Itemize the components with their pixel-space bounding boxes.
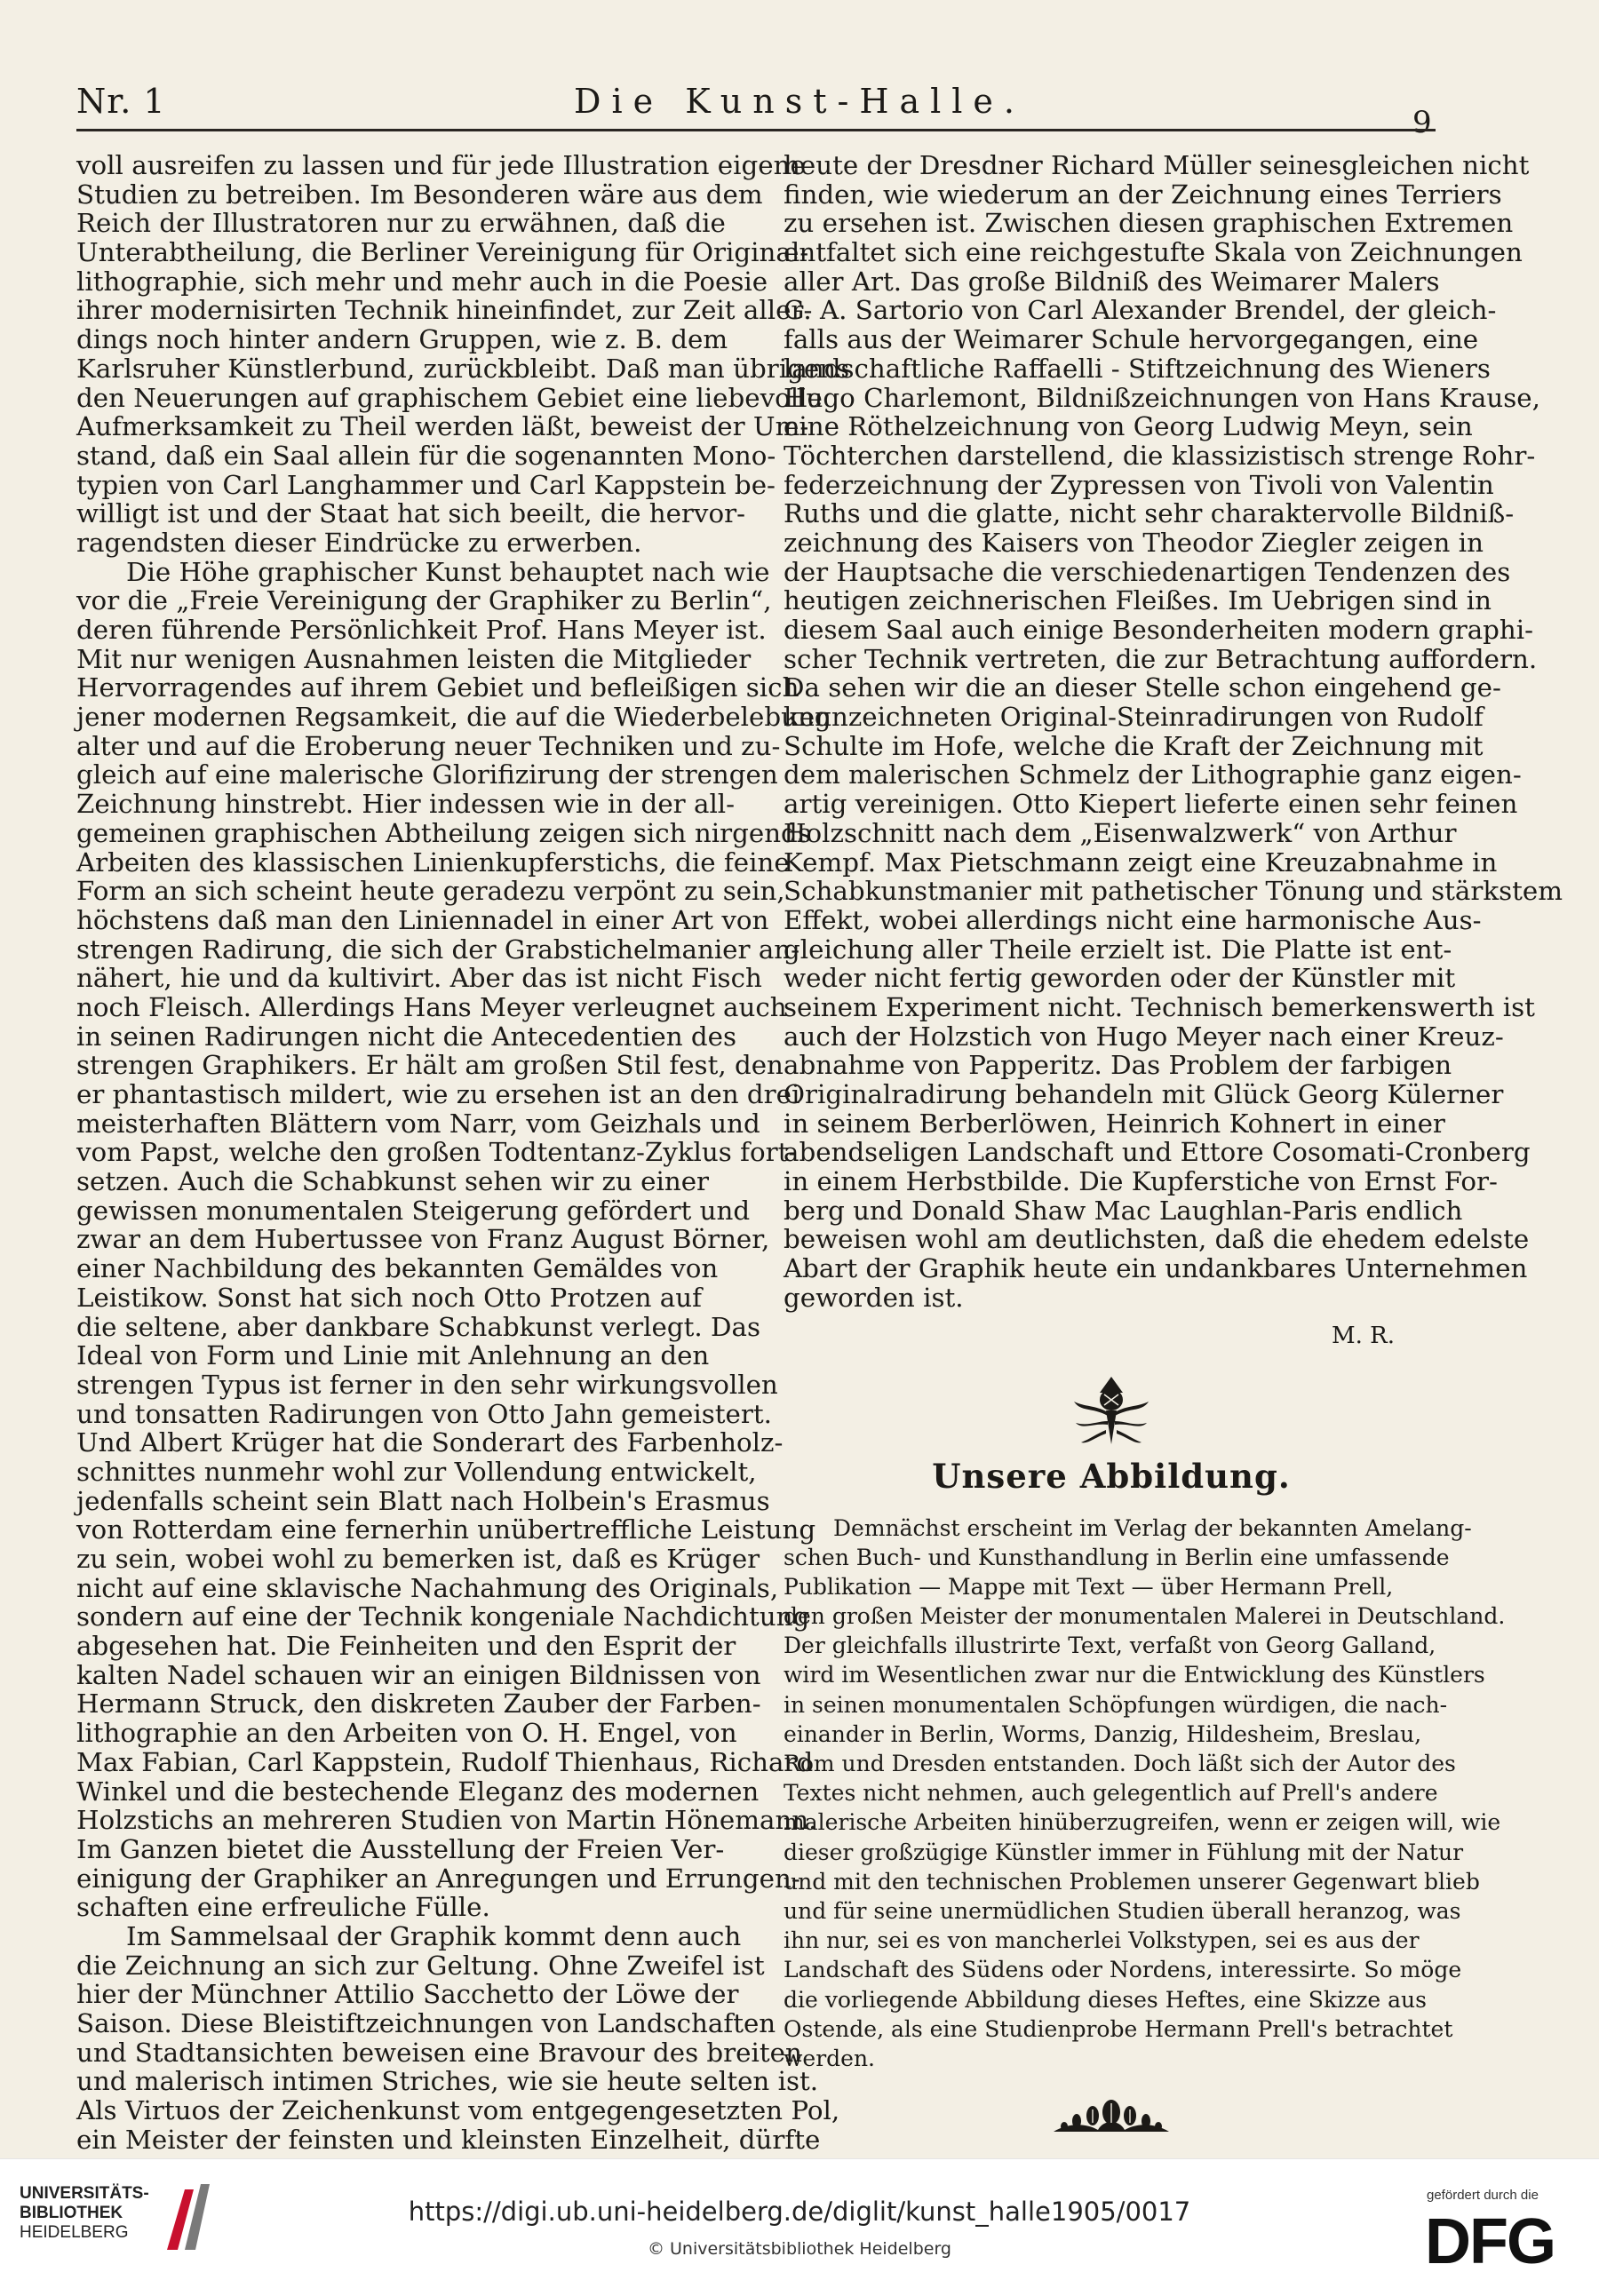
text-line: auch der Holzstich von Hugo Meyer nach einer Kreuz-	[784, 1021, 1504, 1052]
text-line: zeichnung des Kaisers von Theodor Ziegler zeigen in	[784, 527, 1484, 558]
text-line: Leistikow. Sonst hat sich noch Otto Protzen auf	[76, 1282, 702, 1313]
text-line: in seinen monumentalen Schöpfungen würdigen, die nach-	[784, 1691, 1448, 1718]
text-line: Im Ganzen bietet die Ausstellung der Freien Ver-	[76, 1833, 725, 1864]
text-line: Form an sich scheint heute geradezu verpönt zu sein,	[76, 876, 785, 907]
text-line: kalten Nadel schauen wir an einigen Bildnissen von	[76, 1659, 761, 1690]
text-line: hier der Münchner Attilio Sacchetto der Löwe der	[76, 1979, 739, 2010]
text-line: wird im Wesentlichen zwar nur die Entwicklung des Künstlers	[784, 1662, 1485, 1688]
text-line: Aufmerksamkeit zu Theil werden läßt, beweist der Um-	[76, 411, 809, 442]
text-line: in einem Herbstbilde. Die Kupferstiche von Ernst For-	[784, 1166, 1498, 1197]
text-line: strengen Typus ist ferner in den sehr wirkungsvollen	[76, 1369, 778, 1400]
text-line: dem malerischen Schmelz der Lithographie ganz eigen-	[784, 759, 1522, 790]
text-line: Reich der Illustratoren nur zu erwähnen, daß die	[76, 208, 726, 239]
text-line: Holzstichs an mehreren Studien von Martin Hönemann.	[76, 1805, 817, 1836]
text-line: abgesehen hat. Die Feinheiten und den Esprit der	[76, 1631, 736, 1662]
page-number: 9	[1412, 105, 1432, 140]
text-line: schaften eine erfreuliche Fülle.	[76, 1892, 490, 1923]
text-line: Hugo Charlemont, Bildnißzeichnungen von Hans Krause,	[784, 382, 1540, 413]
text-line: die Zeichnung an sich zur Geltung. Ohne Zweifel ist	[76, 1950, 765, 1981]
text-line: dieser großzügige Künstler immer in Fühlung mit der Natur	[784, 1839, 1464, 1865]
text-line: Abart der Graphik heute ein undankbares Unternehmen	[784, 1253, 1528, 1284]
text-line: abnahme von Papperitz. Das Problem der farbigen	[784, 1050, 1452, 1081]
text-line: schnittes nunmehr wohl zur Vollendung entwickelt,	[76, 1456, 757, 1487]
text-line: Hervorragendes auf ihrem Gebiet und befleißigen sich	[76, 672, 800, 703]
text-line: strengen Graphikers. Er hält am großen Stil fest, den	[76, 1050, 784, 1081]
text-line: nicht auf eine sklavische Nachahmung des Originals,	[76, 1572, 779, 1603]
dfg-logo[interactable]: DFG	[1425, 2206, 1555, 2277]
text-line: seinem Experiment nicht. Technisch bemerkenswerth ist	[784, 991, 1535, 1022]
text-line: Schulte im Hofe, welche die Kraft der Zeichnung mit	[784, 730, 1484, 761]
text-line: Als Virtuos der Zeichenkunst vom entgegengesetzten Pol,	[76, 2095, 840, 2126]
text-line: zwar an dem Hubertussee von Franz August Börner,	[76, 1224, 770, 1255]
running-title: Die Kunst-Halle.	[574, 82, 1025, 121]
text-line: Originalradirung behandeln mit Glück Georg Külerner	[784, 1079, 1504, 1109]
section-heading: Unsere Abbildung.	[932, 1456, 1291, 1496]
text-line: ihn nur, sei es von mancherlei Volkstypen, sei es aus der	[784, 1927, 1420, 1954]
paragraph	[76, 556, 831, 1923]
text-line: Schabkunstmanier mit pathetischer Tönung und stärkstem	[784, 876, 1563, 907]
text-line: Effekt, wobei allerdings nicht eine harmonische Aus-	[784, 904, 1482, 935]
text-line: Der gleichfalls illustrirte Text, verfaßt von Georg Galland,	[784, 1633, 1436, 1659]
text-line: G. A. Sartorio von Carl Alexander Brendel, der gleich-	[784, 295, 1497, 326]
text-line: falls aus der Weimarer Schule hervorgegangen, eine	[784, 324, 1479, 355]
text-line: noch Fleisch. Allerdings Hans Meyer verleugnet auch	[76, 991, 787, 1022]
text-line: abendseligen Landschaft und Ettore Cosomati-Cronberg	[784, 1137, 1531, 1168]
viewer-footer	[0, 2158, 1599, 2296]
section-body	[784, 1513, 1506, 2074]
text-line: Kempf. Max Pietschmann zeigt eine Kreuzabnahme in	[784, 846, 1498, 878]
text-line: von Rotterdam eine fernerhin unübertreffliche Leistung	[76, 1514, 816, 1545]
text-line: gleich auf eine malerische Glorifizirung der strengen	[76, 759, 778, 790]
text-line: höchstens daß man den Liniennadel in einer Art von	[76, 904, 769, 935]
text-line: Im Sammelsaal der Graphik kommt denn auch	[126, 1920, 742, 1951]
text-line: und Stadtansichten beweisen eine Bravour des breiten	[76, 2037, 802, 2068]
copyright-notice: © Universitätsbibliothek Heidelberg	[647, 2239, 951, 2259]
text-line: in seinem Berberlöwen, Heinrich Kohnert in einer	[784, 1108, 1445, 1139]
text-line: einer Nachbildung des bekannten Gemäldes von	[76, 1253, 719, 1284]
header-rule	[76, 129, 1436, 131]
text-line: und malerisch intimen Striches, wie sie heute selten ist.	[76, 2066, 819, 2097]
text-line: eine Röthelzeichnung von Georg Ludwig Meyn, sein	[784, 411, 1473, 442]
text-line: Ideal von Form und Linie mit Anlehnung an den	[76, 1340, 710, 1371]
text-line: heute der Dresdner Richard Müller seinesgleichen nicht	[784, 150, 1530, 180]
text-line: finden, wie wiederum an der Zeichnung eines Terriers	[784, 179, 1502, 210]
text-line: kennzeichneten Original-Steinradirungen von Rudolf	[784, 702, 1484, 733]
text-line: geworden ist.	[784, 1282, 964, 1313]
left-column	[76, 150, 850, 2155]
text-line: nähert, hie und da kultivirt. Aber das ist nicht Fisch	[76, 963, 762, 994]
text-line: voll ausreifen zu lassen und für jede Illustration eigene	[76, 150, 806, 180]
text-line: heutigen zeichnerischen Fleißes. Im Uebrigen sind in	[784, 585, 1492, 616]
text-line: und für seine unermüdlichen Studien überall heranzog, was	[784, 1897, 1461, 1924]
floral-tailpiece-icon	[1050, 2093, 1173, 2137]
text-line: federzeichnung der Zypressen von Tivoli von Valentin	[784, 469, 1494, 500]
text-line: Rom und Dresden entstanden. Doch läßt sich der Autor des	[784, 1751, 1456, 1776]
text-line: Publikation — Mappe mit Text — über Hermann Prell,	[784, 1573, 1394, 1600]
text-line: Holzschnitt nach dem „Eisenwalzwerk“ von Arthur	[784, 817, 1457, 848]
text-line: die vorliegende Abbildung dieses Heftes, eine Skizze aus	[784, 1986, 1427, 2013]
text-line: vor die „Freie Vereinigung der Graphiker zu Berlin“,	[76, 585, 772, 616]
text-line: einander in Berlin, Worms, Danzig, Hildesheim, Breslau,	[784, 1720, 1422, 1747]
text-line: gemeinen graphischen Abtheilung zeigen sich nirgends	[76, 817, 811, 848]
text-line: Die Höhe graphischer Kunst behauptet nach wie	[126, 556, 770, 587]
text-line: malerische Arbeiten hinüberzugreifen, wenn er zeigen will, wie	[784, 1809, 1501, 1836]
text-line: Saison. Diese Bleistiftzeichnungen von Landschaften	[76, 2008, 776, 2038]
article-continuation	[784, 150, 1563, 1313]
text-line: gleichung aller Theile erzielt ist. Die Platte ist ent-	[784, 933, 1452, 965]
text-line: Töchterchen darstellend, die klassizistisch strenge Rohr-	[784, 440, 1536, 471]
text-line: er phantastisch mildert, wie zu ersehen ist an den drei	[76, 1079, 800, 1109]
text-line: lithographie, sich mehr und mehr auch in die Poesie	[76, 266, 768, 297]
text-line: Zeichnung hinstrebt. Hier indessen wie in der all-	[76, 789, 736, 820]
text-line: Max Fabian, Carl Kappstein, Rudolf Thienhaus, Richard	[76, 1746, 814, 1777]
text-line: alter und auf die Eroberung neuer Techniken und zu-	[76, 730, 781, 761]
text-line: willigt ist und der Staat hat sich beeilt, die hervor-	[76, 498, 746, 529]
text-line: strengen Radirung, die sich der Grabstichelmanier an-	[76, 933, 800, 965]
text-line: diesem Saal auch einige Besonderheiten modern graphi-	[784, 615, 1534, 645]
text-line: typien von Carl Langhammer und Carl Kappstein be-	[76, 469, 776, 500]
funding-note: gefördert durch die	[1427, 2188, 1539, 2203]
permalink-url[interactable]: https://digi.ub.uni-heidelberg.de/diglit/kunst_halle1905/0017	[408, 2197, 1191, 2227]
library-name-line3: HEIDELBERG	[20, 2223, 129, 2242]
text-line: Da sehen wir die an dieser Stelle schon eingehend ge-	[784, 672, 1501, 703]
text-line: dings noch hinter andern Gruppen, wie z. B. dem	[76, 324, 728, 355]
text-line: weder nicht fertig geworden oder der Künstler mit	[784, 963, 1456, 994]
text-line: landschaftliche Raffaelli - Stiftzeichnung des Wieners	[784, 353, 1491, 384]
text-line: in seinen Radirungen nicht die Antecedentien des	[76, 1021, 737, 1052]
text-line: vom Papst, welche den großen Todtentanz-Zyklus fort-	[76, 1137, 798, 1168]
text-line: ihrer modernisirten Technik hineinfindet, zur Zeit aller-	[76, 295, 813, 326]
text-line: die seltene, aber dankbare Schabkunst verlegt. Das	[76, 1311, 760, 1342]
text-line: und tonsatten Radirungen von Otto Jahn gemeistert.	[76, 1398, 772, 1429]
text-line: ein Meister der feinsten und kleinsten Einzelheit, dürfte	[76, 2124, 821, 2155]
text-line: den großen Meister der monumentalen Malerei in Deutschland.	[784, 1603, 1506, 1630]
text-line: werden.	[784, 2045, 875, 2071]
text-line: der Hauptsache die verschiedenartigen Tendenzen des	[784, 556, 1511, 587]
text-line: und mit den technischen Problemen unserer Gegenwart blieb	[784, 1868, 1480, 1895]
text-line: gewissen monumentalen Steigerung gefördert und	[76, 1195, 751, 1226]
text-line: scher Technik vertreten, die zur Betrachtung auffordern.	[784, 643, 1538, 674]
text-line: Textes nicht nehmen, auch gelegentlich auf Prell's andere	[784, 1780, 1438, 1807]
text-line: deren führende Persönlichkeit Prof. Hans Meyer ist.	[76, 615, 767, 645]
text-line: Hermann Struck, den diskreten Zauber der Farben-	[76, 1688, 761, 1720]
text-line: ragendsten dieser Eindrücke zu erwerben.	[76, 527, 642, 558]
text-line: Ostende, als eine Studienprobe Hermann Prell's betrachtet	[784, 2015, 1453, 2042]
text-line: jedenfalls scheint sein Blatt nach Holbein's Erasmus	[76, 1485, 770, 1516]
right-column	[784, 150, 1563, 2137]
text-line: Unterabtheilung, die Berliner Vereinigung für Original-	[76, 237, 809, 268]
text-line: den Neuerungen auf graphischem Gebiet eine liebevolle	[76, 382, 823, 413]
text-line: Landschaft des Südens oder Nordens, interessirte. So möge	[784, 1957, 1462, 1983]
library-name-line1: UNIVERSITÄTS-	[20, 2184, 149, 2203]
text-line: Arbeiten des klassischen Linienkupferstichs, die feine	[76, 846, 790, 878]
text-line: lithographie an den Arbeiten von O. H. Engel, von	[76, 1718, 737, 1749]
issue-number: Nr. 1	[76, 82, 166, 121]
text-line: Winkel und die bestechende Eleganz des modernen	[76, 1776, 760, 1807]
text-line: jener modernen Regsamkeit, die auf die Wiederbelebung	[76, 702, 831, 733]
text-line: Demnächst erscheint im Verlag der bekannten Amelang-	[833, 1514, 1472, 1541]
text-line: entfaltet sich eine reichgestufte Skala von Zeichnungen	[784, 237, 1523, 268]
text-line: Ruths und die glatte, nicht sehr charaktervolle Bildniß-	[784, 498, 1515, 529]
text-line: meisterhaften Blättern vom Narr, vom Geizhals und	[76, 1108, 760, 1139]
text-line: beweisen wohl am deutlichsten, daß die ehedem edelste	[784, 1224, 1530, 1255]
paragraph	[76, 150, 850, 558]
text-line: setzen. Auch die Schabkunst sehen wir zu einer	[76, 1166, 710, 1197]
text-line: schen Buch- und Kunsthandlung in Berlin eine umfassende	[784, 1544, 1450, 1570]
text-line: zu ersehen ist. Zwischen diesen graphischen Extremen	[784, 208, 1514, 239]
text-line: Karlsruher Künstlerbund, zurückbleibt. Daß man übrigens	[76, 353, 850, 384]
text-line: Studien zu betreiben. Im Besonderen wäre aus dem	[76, 179, 763, 210]
text-line: zu sein, wobei wohl zu bemerken ist, daß es Krüger	[76, 1544, 760, 1574]
library-name-line2: BIBLIOTHEK	[20, 2204, 123, 2222]
text-line: sondern auf eine der Technik kongeniale Nachdichtung	[76, 1601, 810, 1633]
text-line: stand, daß ein Saal allein für die sogenannten Mono-	[76, 440, 776, 471]
author-signature: M. R.	[1332, 1322, 1395, 1349]
thistle-ornament-icon	[1072, 1371, 1150, 1450]
text-line: Und Albert Krüger hat die Sonderart des Farbenholz-	[76, 1427, 784, 1458]
text-line: Mit nur wenigen Ausnahmen leisten die Mitglieder	[76, 643, 752, 674]
text-line: einigung der Graphiker an Anregungen und Errungen-	[76, 1863, 800, 1894]
text-line: aller Art. Das große Bildniß des Weimarer Malers	[784, 266, 1440, 297]
text-line: berg und Donald Shaw Mac Laughlan-Paris endlich	[784, 1195, 1463, 1226]
text-line: artig vereinigen. Otto Kiepert lieferte einen sehr feinen	[784, 789, 1518, 820]
